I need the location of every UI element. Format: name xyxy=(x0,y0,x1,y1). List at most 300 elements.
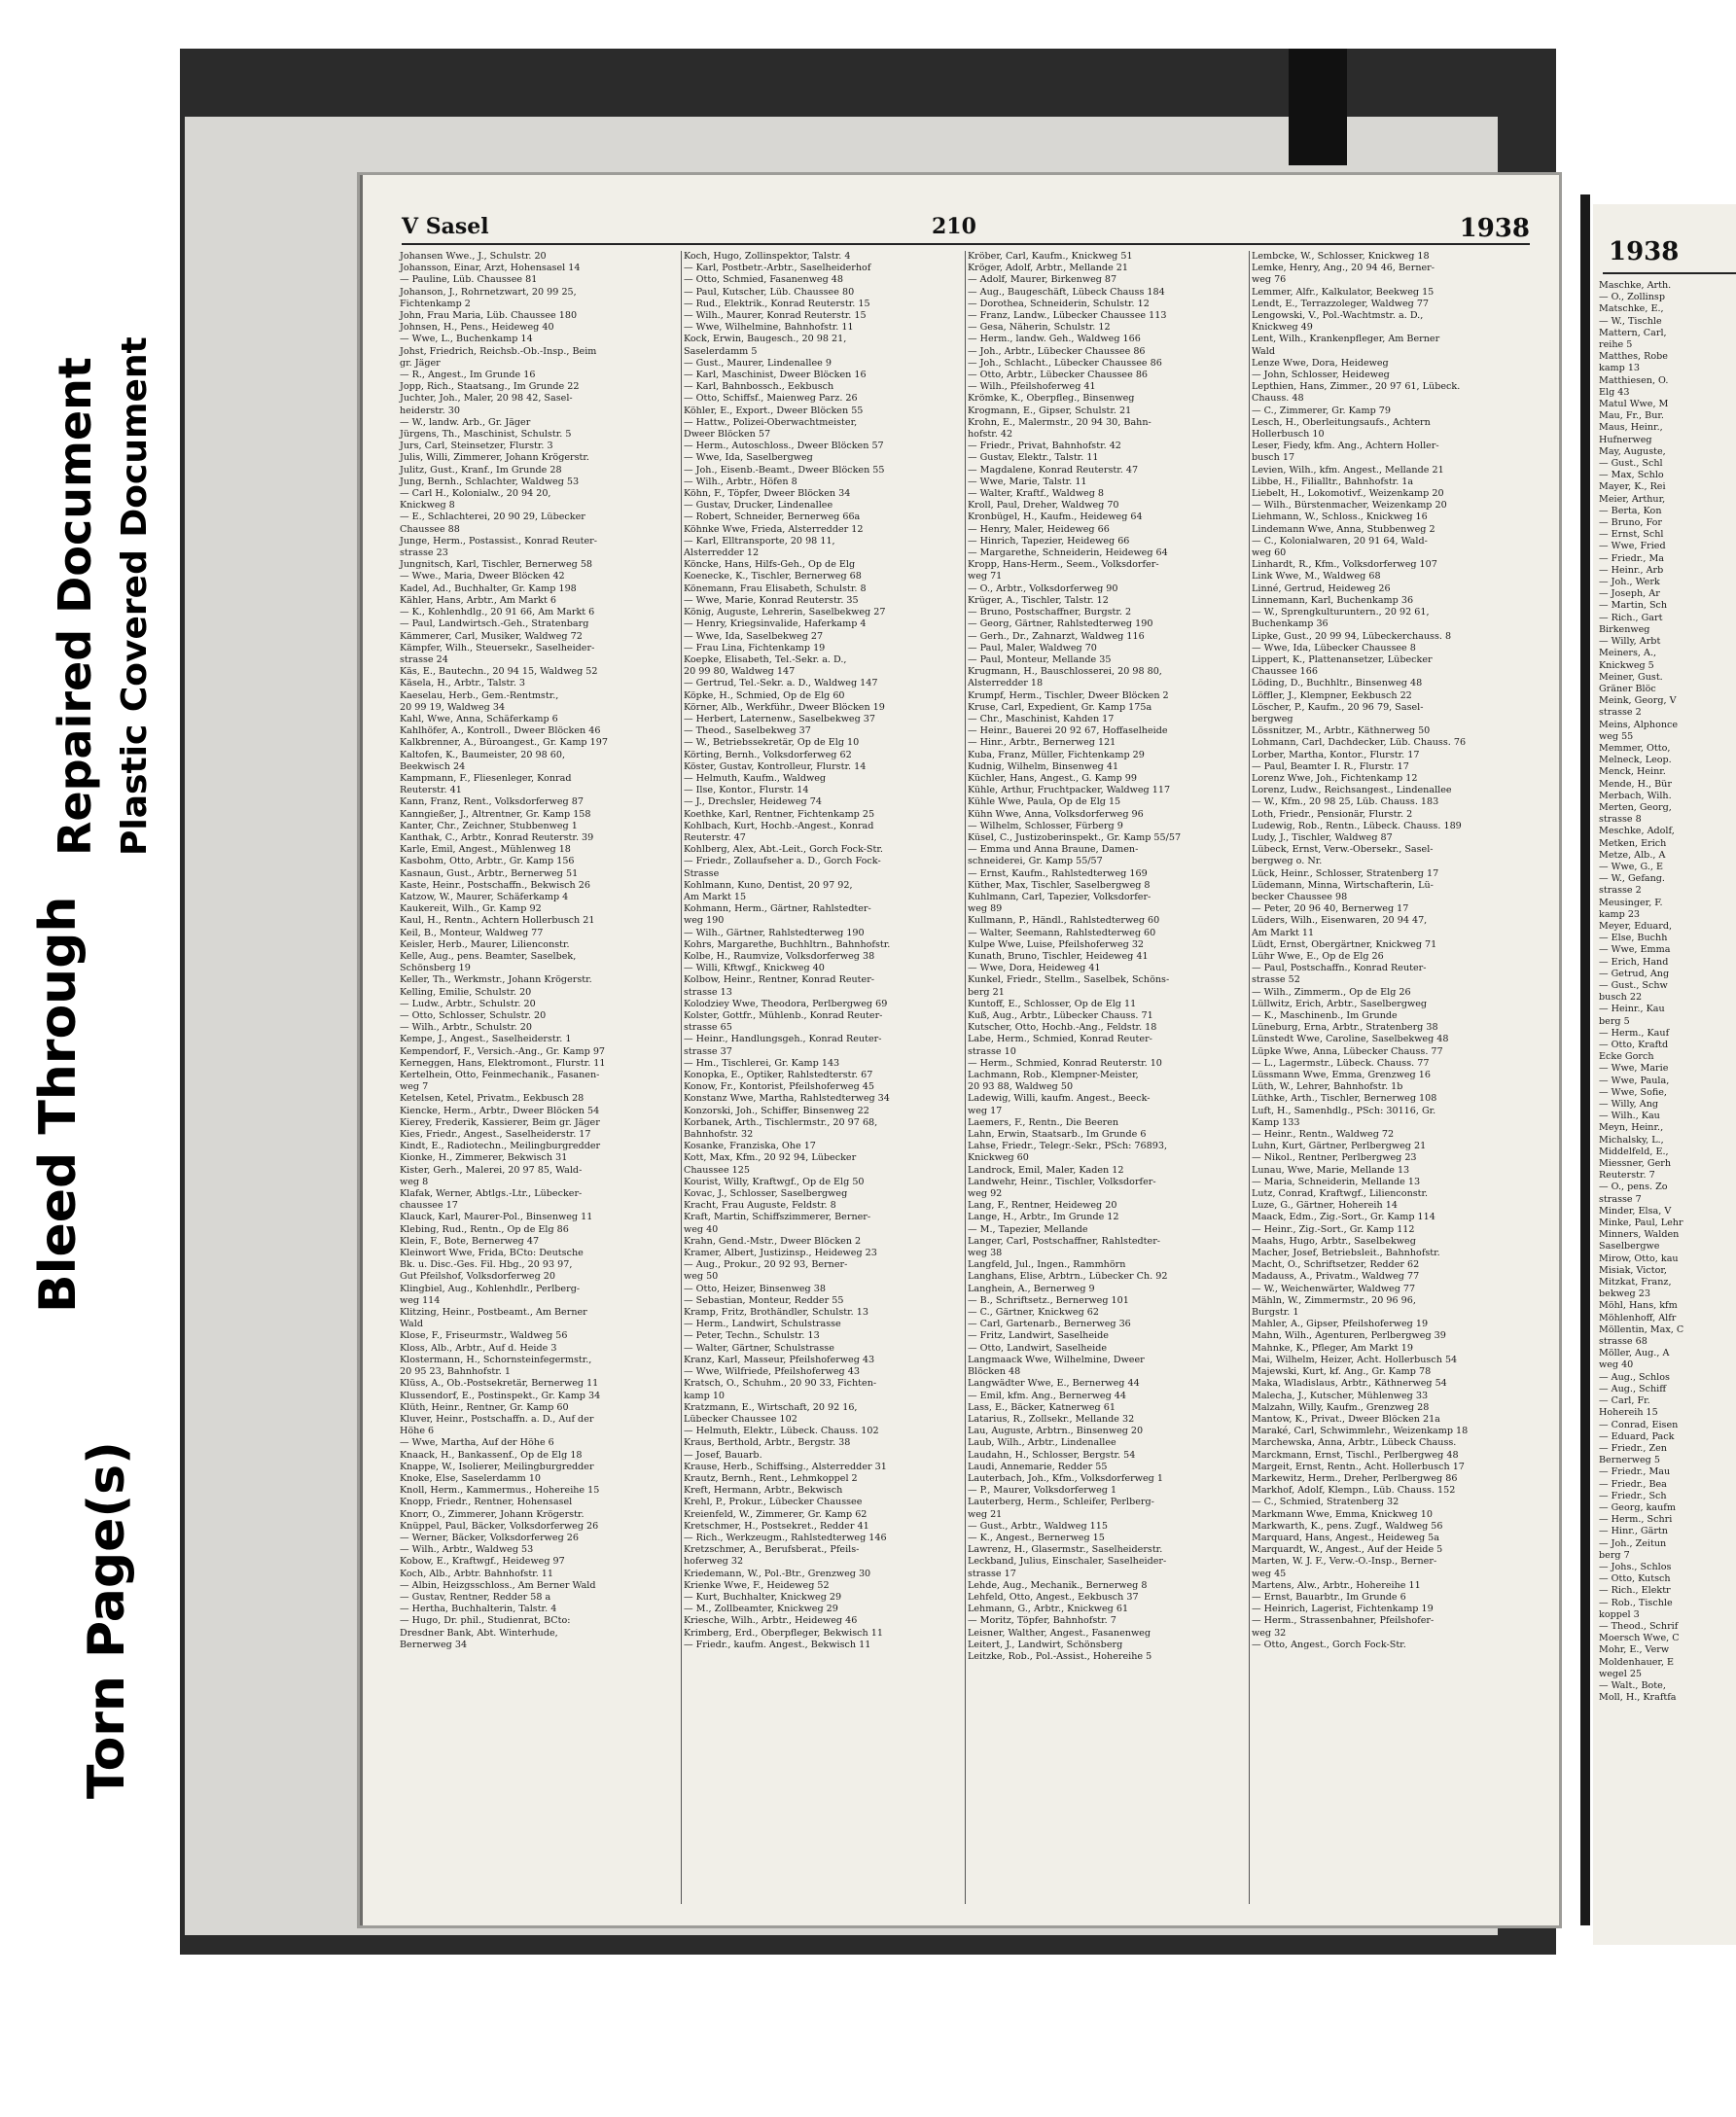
directory-entry: Kloss, Alb., Arbtr., Auf d. Heide 3 xyxy=(400,1342,557,1354)
directory-entry: Kahlhöfer, A., Kontroll., Dweer Blöcken 46 xyxy=(400,725,601,737)
directory-entry: Konstanz Wwe, Martha, Rahlstedterweg 34 xyxy=(684,1093,890,1105)
directory-entry: Wald xyxy=(1252,345,1275,357)
directory-entry: Lehfeld, Otto, Angest., Eekbusch 37 xyxy=(968,1591,1139,1603)
directory-entry: Landwehr, Heinr., Tischler, Volksdorfer- xyxy=(968,1176,1156,1187)
directory-entry: Laudi, Annemarie, Redder 55 xyxy=(968,1461,1108,1472)
directory-entry: — Ernst, Kaufm., Rahlstedterweg 169 xyxy=(968,867,1148,879)
directory-entry: — Otto, Schiffsf., Maienweg Parz. 26 xyxy=(684,393,858,405)
directory-entry: Krautz, Bernh., Rent., Lehmkoppel 2 xyxy=(684,1472,858,1484)
directory-entry: Knorr, O., Zimmerer, Johann Krögerstr. xyxy=(400,1508,585,1520)
directory-entry: Kanter, Chr., Zeichner, Stubbenweg 1 xyxy=(400,820,578,831)
directory-entry: Maack, Edm., Zig.-Sort., Gr. Kamp 114 xyxy=(1252,1212,1435,1223)
directory-entry: hofstr. 42 xyxy=(968,429,1013,441)
facing-entry: — Herm., Schri xyxy=(1599,1514,1673,1526)
directory-entry: Kulpe Wwe, Luise, Pfeilshoferweg 32 xyxy=(968,938,1145,950)
directory-entry: Maraké, Carl, Schwimmlehr., Weizenkamp 18 xyxy=(1252,1426,1469,1437)
plastic-covered-label: Plastic Covered Document xyxy=(115,336,155,856)
directory-entry: weg 7 xyxy=(400,1081,429,1093)
directory-entry: — W., Kfm., 20 98 25, Lüb. Chauss. 183 xyxy=(1252,796,1439,808)
directory-entry: — Adolf, Maurer, Birkenweg 87 xyxy=(968,274,1117,286)
directory-entry: Körner, Alb., Werkführ., Dweer Blöcken 19 xyxy=(684,701,885,713)
facing-entry: Hufnerweg xyxy=(1599,434,1652,445)
directory-entry: — Paul, Maler, Waldweg 70 xyxy=(968,642,1097,653)
directory-entry: weg 76 xyxy=(1252,274,1287,286)
directory-entry: weg 92 xyxy=(968,1188,1003,1200)
directory-entry: Knoke, Else, Saselerdamm 10 xyxy=(400,1472,542,1484)
directory-entry: weg 45 xyxy=(1252,1568,1287,1579)
directory-entry: — Wilh., Arbtr., Schulstr. 20 xyxy=(400,1022,532,1034)
directory-entry: Fichtenkamp 2 xyxy=(400,298,471,309)
facing-entry: — Bruno, For xyxy=(1599,517,1663,529)
directory-entry: — Hertha, Buchhalterin, Talstr. 4 xyxy=(400,1604,557,1615)
directory-entry: Lübecker Chaussee 102 xyxy=(684,1413,797,1425)
directory-entry: Kann, Franz, Rent., Volksdorferweg 87 xyxy=(400,796,584,808)
directory-entry: Markhof, Adolf, Klempn., Lüb. Chauss. 152 xyxy=(1252,1485,1456,1497)
directory-entry: — Robert, Schneider, Bernerweg 66a xyxy=(684,512,861,523)
facing-entry: — Hinr., Gärtn xyxy=(1599,1526,1668,1537)
directory-entry: Majewski, Kurt, kf. Ang., Gr. Kamp 78 xyxy=(1252,1366,1432,1378)
directory-entry: Blöcken 48 xyxy=(968,1366,1021,1378)
directory-entry: Kelle, Aug., pens. Beamter, Saselbek, xyxy=(400,950,577,962)
directory-entry: Krohn, E., Malermstr., 20 94 30, Bahn- xyxy=(968,416,1151,428)
directory-entry: — Fritz, Landwirt, Saselheide xyxy=(968,1330,1109,1342)
facing-entry: Mitzkat, Franz, xyxy=(1599,1277,1672,1288)
directory-entry: Kerneggen, Hans, Elektromont., Flurstr. 11 xyxy=(400,1057,606,1069)
directory-entry: weg 21 xyxy=(968,1508,1003,1520)
directory-entry: Löscher, P., Kaufm., 20 96 79, Sasel- xyxy=(1252,701,1424,713)
directory-entry: Köster, Gustav, Kontrolleur, Flurstr. 14 xyxy=(684,760,867,772)
directory-entry: Kelling, Emilie, Schulstr. 20 xyxy=(400,986,532,998)
directory-entry: Maka, Wladislaus, Arbtr., Käthnerweg 54 xyxy=(1252,1378,1447,1390)
directory-entry: Chaussee 166 xyxy=(1252,666,1318,678)
facing-entry: — Joh., Zeitun xyxy=(1599,1537,1667,1549)
directory-entry: strasse 10 xyxy=(968,1045,1016,1057)
directory-entry: — Friedr., Zollaufseher a. D., Gorch Fock- xyxy=(684,856,881,867)
directory-entry: — Ernst, Bauarbtr., Im Grunde 6 xyxy=(1252,1591,1406,1603)
directory-column-4 xyxy=(1252,251,1530,1904)
facing-entry: Meiners, A., xyxy=(1599,648,1657,659)
directory-entry: — Paul, Landwirtsch.-Geh., Stratenbarg xyxy=(400,618,589,630)
directory-entry: weg 89 xyxy=(968,903,1003,915)
facing-entry: — O., pens. Zo xyxy=(1599,1182,1668,1193)
directory-entry: Liehmann, W., Schloss., Knickweg 16 xyxy=(1252,512,1428,523)
directory-entry: — P., Maurer, Volksdorferweg 1 xyxy=(968,1485,1117,1497)
directory-entry: — John, Schlosser, Heideweg xyxy=(1252,370,1390,381)
directory-entry: Kunkel, Friedr., Stellm., Saselbek, Schöns- xyxy=(968,974,1170,986)
directory-entry: — Maria, Schneiderin, Mellande 13 xyxy=(1252,1176,1421,1187)
directory-entry: — Paul, Postschaffn., Konrad Reuter- xyxy=(1252,963,1427,974)
directory-entry: Kronbügel, H., Kaufm., Heideweg 64 xyxy=(968,512,1143,523)
directory-entry: Lüdemann, Minna, Wirtschafterin, Lü- xyxy=(1252,879,1434,891)
facing-entry: Mau, Fr., Bur. xyxy=(1599,410,1664,422)
directory-entry: Jürgens, Th., Maschinist, Schulstr. 5 xyxy=(400,429,572,441)
directory-entry: Langmaack Wwe, Wilhelmine, Dweer xyxy=(968,1354,1145,1365)
directory-entry: — Hattw., Polizei-Oberwachtmeister, xyxy=(684,416,858,428)
directory-entry: Kionke, H., Zimmerer, Bekwisch 31 xyxy=(400,1152,568,1164)
directory-entry: Johanson, J., Rohrnetzwart, 20 99 25, xyxy=(400,286,577,298)
directory-entry: — Herm., Schmied, Konrad Reuterstr. 10 xyxy=(968,1057,1162,1069)
facing-entry: — Otto, Kutsch xyxy=(1599,1573,1671,1585)
directory-entry: Kaltofen, K., Baumeister, 20 98 60, xyxy=(400,749,566,760)
facing-entry: Mohr, E., Verw xyxy=(1599,1644,1670,1656)
facing-entry: — Herm., Kauf xyxy=(1599,1027,1670,1039)
directory-entry: Liebelt, H., Lokomotivf., Weizenkamp 20 xyxy=(1252,488,1444,500)
directory-entry: — Franz, Landw., Lübecker Chaussee 113 xyxy=(968,310,1167,322)
directory-entry: Beekwisch 24 xyxy=(400,760,466,772)
facing-entry: Mirow, Otto, kau xyxy=(1599,1253,1679,1264)
facing-entry: — Friedr., Mau xyxy=(1599,1466,1671,1478)
directory-entry: Kolbow, Heinr., Rentner, Konrad Reuter- xyxy=(684,974,875,986)
facing-entry: Matschke, E., xyxy=(1599,303,1664,315)
directory-entry: Löffler, J., Klempner, Eekbusch 22 xyxy=(1252,689,1412,701)
directory-entry: Lenze Wwe, Dora, Heideweg xyxy=(1252,357,1389,369)
directory-entry: bergweg xyxy=(1252,713,1293,724)
facing-entry: — Wilh., Kau xyxy=(1599,1111,1660,1122)
directory-entry: Mai, Wilhelm, Heizer, Acht. Hollerbusch 54 xyxy=(1252,1354,1458,1365)
top-margin xyxy=(0,0,1556,49)
directory-entry: Kracht, Frau Auguste, Feldstr. 8 xyxy=(684,1200,836,1212)
directory-entry: Körting, Bernh., Volksdorferweg 62 xyxy=(684,749,852,760)
directory-entry: — Peter, 20 96 40, Bernerweg 17 xyxy=(1252,903,1409,915)
directory-entry: Macht, O., Schriftsetzer, Redder 62 xyxy=(1252,1259,1420,1271)
directory-entry: — Josef, Bauarb. xyxy=(684,1449,762,1461)
directory-entry: Kiencke, Herm., Arbtr., Dweer Blöcken 54 xyxy=(400,1105,600,1116)
directory-entry: Martens, Alw., Arbtr., Hohereihe 11 xyxy=(1252,1579,1421,1591)
directory-entry: Laudahn, H., Schlosser, Bergstr. 54 xyxy=(968,1449,1136,1461)
directory-entry: — Werner, Bäcker, Volksdorferweg 26 xyxy=(400,1532,579,1543)
directory-entry: Langer, Carl, Postschaffner, Rahlstedter- xyxy=(968,1235,1161,1247)
directory-entry: 20 95 23, Bahnhofstr. 1 xyxy=(400,1366,511,1378)
directory-entry: Bernerweg 34 xyxy=(400,1639,468,1650)
directory-entry: Käs, E., Bautechn., 20 94 15, Waldweg 52 xyxy=(400,666,598,678)
facing-entry: busch 22 xyxy=(1599,992,1643,1004)
directory-entry: — Heinr., Bauerei 20 92 67, Hoffaselheide xyxy=(968,725,1168,737)
directory-entry: Leisner, Walther, Angest., Fasanenweg xyxy=(968,1627,1151,1639)
directory-entry: Lüssmann Wwe, Emma, Grenzweg 16 xyxy=(1252,1070,1431,1081)
directory-entry: Lahn, Erwin, Staatsarb., Im Grunde 6 xyxy=(968,1129,1147,1141)
directory-entry: Kaeselau, Herb., Gem.-Rentmstr., xyxy=(400,689,559,701)
facing-entry: Mayer, K., Rei xyxy=(1599,481,1666,493)
directory-entry: Lauterbach, Joh., Kfm., Volksdorferweg 1 xyxy=(968,1472,1163,1484)
directory-entry: — Wilh., Zimmerm., Op de Elg 26 xyxy=(1252,986,1411,998)
directory-entry: Kertelhein, Otto, Feinmechanik., Fasanen- xyxy=(400,1070,600,1081)
directory-entry: Markmann Wwe, Emma, Knickweg 10 xyxy=(1252,1508,1433,1520)
directory-entry: weg 114 xyxy=(400,1294,441,1306)
facing-entry: Meyn, Heinr., xyxy=(1599,1122,1664,1134)
directory-entry: Krehl, P., Prokur., Lübecker Chaussee xyxy=(684,1497,863,1508)
directory-entry: Johst, Friedrich, Reichsb.-Ob.-Insp., Beim xyxy=(400,345,597,357)
facing-entry: Misiak, Victor, xyxy=(1599,1264,1667,1276)
directory-entry: Kasbohm, Otto, Arbtr., Gr. Kamp 156 xyxy=(400,856,575,867)
directory-column-3 xyxy=(968,251,1246,1904)
directory-entry: strasse 17 xyxy=(968,1568,1016,1579)
facing-entry: Reuterstr. 7 xyxy=(1599,1170,1655,1182)
directory-entry: Lorenz, Ludw., Reichsangest., Lindenallee xyxy=(1252,785,1452,796)
facing-entry: — Georg, kaufm xyxy=(1599,1501,1676,1513)
facing-entry: — Friedr., Sch xyxy=(1599,1490,1667,1501)
directory-entry: Reuterstr. 41 xyxy=(400,785,462,796)
facing-entry: Matthes, Robe xyxy=(1599,351,1668,363)
directory-column-1 xyxy=(400,251,678,1904)
directory-entry: — Herm., Landwirt, Schulstrasse xyxy=(684,1319,841,1330)
directory-entry: Markwarth, K., pens. Zugf., Waldweg 56 xyxy=(1252,1520,1443,1532)
directory-entry: Krause, Herb., Schiffsing., Alsterredder 31 xyxy=(684,1461,887,1472)
directory-entry: — Wwe, Martha, Auf der Höhe 6 xyxy=(400,1437,554,1449)
facing-entry: kamp 23 xyxy=(1599,908,1641,920)
directory-entry: strasse 65 xyxy=(684,1022,732,1034)
directory-entry: Lutz, Conrad, Kraftwgf., Lilienconstr. xyxy=(1252,1188,1429,1200)
directory-entry: — C., Gärtner, Knickweg 62 xyxy=(968,1307,1099,1319)
directory-entry: Kullmann, P., Händl., Rahlstedterweg 60 xyxy=(968,915,1160,927)
directory-entry: Kreft, Hermann, Arbtr., Bekwisch xyxy=(684,1485,843,1497)
facing-entry: — Johs., Schlos xyxy=(1599,1561,1672,1572)
facing-entry: Menck, Heinr. xyxy=(1599,766,1666,778)
directory-entry: — W., landw. Arb., Gr. Jäger xyxy=(400,416,531,428)
facing-page-year: 1938 xyxy=(1609,237,1680,266)
directory-entry: — C., Kolonialwaren, 20 91 64, Wald- xyxy=(1252,535,1428,547)
directory-entry: — Chr., Maschinist, Kahden 17 xyxy=(968,713,1115,724)
directory-entry: Kühle Wwe, Paula, Op de Elg 15 xyxy=(968,796,1121,808)
directory-entry: Knickweg 49 xyxy=(1252,322,1313,334)
directory-entry: Luze, G., Gärtner, Hohereih 14 xyxy=(1252,1200,1398,1212)
facing-entry: — Aug., Schiff xyxy=(1599,1383,1667,1394)
directory-entry: busch 17 xyxy=(1252,452,1295,464)
directory-entry: — Emma und Anna Braune, Damen- xyxy=(968,844,1139,856)
directory-entry: — Karl, Elltransporte, 20 98 11, xyxy=(684,535,835,547)
directory-entry: Kempendorf, F., Versich.-Ang., Gr. Kamp 97 xyxy=(400,1045,606,1057)
directory-entry: Krömke, K., Oberpfleg., Binsenweg xyxy=(968,393,1135,405)
directory-entry: Kratsch, O., Schuhm., 20 90 33, Fichten- xyxy=(684,1378,877,1390)
directory-entry: Link Wwe, M., Waldweg 68 xyxy=(1252,571,1381,582)
facing-entry: Maschke, Arth. xyxy=(1599,280,1672,291)
bleed-through-label: Bleed Through xyxy=(29,896,88,1313)
facing-entry: — Otto, Kraftd xyxy=(1599,1040,1669,1050)
directory-entry: — Hugo, Dr. phil., Studienrat, BCto: xyxy=(400,1615,571,1627)
facing-entry: Meschke, Adolf, xyxy=(1599,826,1675,837)
directory-entry: berg 21 xyxy=(968,986,1005,998)
facing-entry: — Joh., Werk xyxy=(1599,577,1660,588)
directory-entry: Kähler, Hans, Arbtr., Am Markt 6 xyxy=(400,594,556,606)
directory-entry: Lehde, Aug., Mechanik., Bernerweg 8 xyxy=(968,1579,1148,1591)
directory-entry: — Otto, Heizer, Binsenweg 38 xyxy=(684,1283,826,1294)
directory-entry: Kovac, J., Schlosser, Saselbergweg xyxy=(684,1188,848,1200)
directory-entry: Lorber, Martha, Kontor., Flurstr. 17 xyxy=(1252,749,1420,760)
facing-entry: — Rich., Elektr xyxy=(1599,1585,1671,1597)
directory-entry: Lehmann, G., Arbtr., Knickweg 61 xyxy=(968,1604,1129,1615)
directory-entry: Marckmann, Ernst, Tischl., Perlbergweg 48 xyxy=(1252,1449,1459,1461)
directory-entry: Kolbe, H., Raumvize, Volksdorferweg 38 xyxy=(684,950,875,962)
directory-entry: — Moritz, Töpfer, Bahnhofstr. 7 xyxy=(968,1615,1116,1627)
directory-entry: Dresdner Bank, Abt. Winterhude, xyxy=(400,1627,558,1639)
directory-entry: — Aug., Baugeschäft, Lübeck Chauss 184 xyxy=(968,286,1165,298)
directory-entry: Margeit, Ernst, Rentn., Acht. Hollerbusch 17 xyxy=(1252,1461,1465,1472)
directory-entry: Bk. u. Disc.-Ges. Fil. Hbg., 20 93 97, xyxy=(400,1259,573,1271)
facing-entry: Metze, Alb., A xyxy=(1599,849,1666,861)
directory-entry: Kämmerer, Carl, Musiker, Waldweg 72 xyxy=(400,630,583,642)
directory-entry: Klauck, Karl, Maurer-Pol., Binsenweg 11 xyxy=(400,1212,593,1223)
directory-entry: Kunath, Bruno, Tischler, Heideweg 41 xyxy=(968,950,1149,962)
directory-entry: Knickweg 8 xyxy=(400,500,455,512)
facing-entry: — Wwe, Marie xyxy=(1599,1063,1669,1075)
facing-entry: — Friedr., Zen xyxy=(1599,1442,1667,1454)
directory-entry: — Paul, Monteur, Mellande 35 xyxy=(968,653,1112,665)
directory-entry: Chaussee 88 xyxy=(400,523,460,535)
directory-entry: Alsterredder 18 xyxy=(968,678,1044,689)
facing-entry: Moll, H., Kraftfa xyxy=(1599,1692,1677,1704)
directory-entry: — Gustav, Rentner, Redder 58 a xyxy=(400,1591,551,1603)
directory-entry: Lück, Heinr., Schlosser, Stratenberg 17 xyxy=(1252,867,1439,879)
directory-entry: Kutscher, Otto, Hochb.-Ang., Feldstr. 18 xyxy=(968,1022,1157,1034)
directory-entry: — Heinr., Zig.-Sort., Gr. Kamp 112 xyxy=(1252,1223,1415,1235)
facing-entry: Maus, Heinr., xyxy=(1599,422,1663,434)
facing-entry: — Gust., Schw xyxy=(1599,979,1668,991)
directory-entry: Krüger, A., Tischler, Talstr. 12 xyxy=(968,594,1109,606)
directory-entry: weg 32 xyxy=(1252,1627,1287,1639)
directory-entry: Klingbiel, Aug., Kohlenhdlr., Perlberg- xyxy=(400,1283,581,1294)
directory-entry: Chaussee 125 xyxy=(684,1164,750,1176)
directory-entry: Kies, Friedr., Angest., Saselheiderstr. 17 xyxy=(400,1129,591,1141)
directory-entry: Lachmann, Rob., Klempner-Meister, xyxy=(968,1070,1139,1081)
directory-entry: Lübeck, Ernst, Verw.-Obersekr., Sasel- xyxy=(1252,844,1434,856)
directory-entry: Lau, Auguste, Arbtrn., Binsenweg 20 xyxy=(968,1426,1144,1437)
directory-entry: Schönsberg 19 xyxy=(400,963,471,974)
facing-entry: berg 5 xyxy=(1599,1015,1630,1027)
directory-entry: Koch, Alb., Arbtr. Bahnhofstr. 11 xyxy=(400,1568,554,1579)
facing-entry: — Wwe, G., E xyxy=(1599,861,1663,872)
directory-entry: — Rud., Elektrik., Konrad Reuterstr. 15 xyxy=(684,298,870,309)
facing-entry: Elg 43 xyxy=(1599,386,1630,398)
directory-entry: Köpke, H., Schmied, Op de Elg 60 xyxy=(684,689,845,701)
directory-entry: Burgstr. 1 xyxy=(1252,1307,1299,1319)
directory-entry: Lössnitzer, M., Arbtr., Käthnerweg 50 xyxy=(1252,725,1431,737)
facing-entry: Meins, Alphonce xyxy=(1599,719,1679,730)
directory-entry: Klostermann, H., Schornsteinfegermstr., xyxy=(400,1354,592,1365)
directory-entry: — Wwe, Ida, Saselbekweg 27 xyxy=(684,630,824,642)
directory-entry: — Friedr., kaufm. Angest., Bekwisch 11 xyxy=(684,1639,871,1650)
facing-entry: — Wwe, Emma xyxy=(1599,944,1671,956)
directory-entry: — Wwe, Ida, Saselbergweg xyxy=(684,452,813,464)
facing-entry: strasse 68 xyxy=(1599,1336,1647,1348)
directory-entry: Kadel, Ad., Buchhalter, Gr. Kamp 198 xyxy=(400,582,577,594)
directory-entry: Lüthke, Arth., Tischler, Bernerweg 108 xyxy=(1252,1093,1437,1105)
directory-entry: Kosanke, Franziska, Ohe 17 xyxy=(684,1141,816,1152)
directory-entry: — Wwe, Ida, Lübecker Chaussee 8 xyxy=(1252,642,1416,653)
page-header xyxy=(402,214,1530,241)
facing-entry: Hohereih 15 xyxy=(1599,1407,1658,1419)
directory-entry: kamp 10 xyxy=(684,1390,726,1401)
directory-entry: — Hinrich, Tapezier, Heideweg 66 xyxy=(968,535,1130,547)
directory-entry: — Magdalene, Konrad Reuterstr. 47 xyxy=(968,464,1139,476)
directory-entry: weg 8 xyxy=(400,1176,429,1187)
directory-entry: Kourist, Willy, Kraftwgf., Op de Elg 50 xyxy=(684,1176,865,1187)
directory-entry: Kratzmann, E., Wirtschaft, 20 92 16, xyxy=(684,1401,858,1413)
directory-entry: Kramp, Fritz, Brothändler, Schulstr. 13 xyxy=(684,1307,868,1319)
directory-entry: Kobow, E., Kraftwgf., Heideweg 97 xyxy=(400,1556,565,1568)
directory-entry: Kalkbrenner, A., Büroangest., Gr. Kamp 197 xyxy=(400,737,608,749)
directory-entry: Markewitz, Herm., Dreher, Perlbergweg 86 xyxy=(1252,1472,1458,1484)
directory-entry: Lepthien, Hans, Zimmer., 20 97 61, Lübeck. xyxy=(1252,381,1461,393)
directory-entry: — C., Zimmerer, Gr. Kamp 79 xyxy=(1252,405,1391,416)
facing-entry: — Gust., Schl xyxy=(1599,458,1663,470)
directory-entry: — Wilh., Maurer, Konrad Reuterstr. 15 xyxy=(684,310,867,322)
directory-entry: — K., Angest., Bernerweg 15 xyxy=(968,1532,1105,1543)
directory-entry: Lindemann Wwe, Anna, Stubbenweg 2 xyxy=(1252,523,1435,535)
directory-entry: Langfeld, Jul., Ingen., Rammhörn xyxy=(968,1259,1126,1271)
directory-entry: Käsela, H., Arbtr., Talstr. 3 xyxy=(400,678,526,689)
directory-entry: — Otto, Schlosser, Schulstr. 20 xyxy=(400,1010,547,1021)
directory-entry: Kierey, Frederik, Kassierer, Beim gr. Jäger xyxy=(400,1116,600,1128)
directory-entry: — Otto, Arbtr., Lübecker Chaussee 86 xyxy=(968,370,1149,381)
directory-entry: Kohrs, Margarethe, Buchhltrn., Bahnhofstr. xyxy=(684,938,891,950)
facing-entry: Melneck, Leop. xyxy=(1599,755,1672,766)
directory-entry: — Wilh., Gärtner, Rahlstedterweg 190 xyxy=(684,927,865,938)
directory-entry: — Karl, Bahnbossch., Eekbusch xyxy=(684,381,834,393)
page-year: 1938 xyxy=(1459,214,1530,243)
facing-entry: wegel 25 xyxy=(1599,1668,1643,1679)
directory-entry: Kohmann, Herm., Gärtner, Rahlstedter- xyxy=(684,903,871,915)
header-rule xyxy=(402,243,1530,245)
facing-entry: Mende, H., Bür xyxy=(1599,778,1672,790)
directory-entry: Macher, Josef, Betriebsleit., Bahnhofstr. xyxy=(1252,1248,1440,1259)
directory-entry: Juchter, Joh., Maler, 20 98 42, Sasel- xyxy=(400,393,573,405)
directory-entry: Ladewig, Willi, kaufm. Angest., Beeck- xyxy=(968,1093,1151,1105)
directory-entry: Lass, E., Bäcker, Katnerweg 61 xyxy=(968,1401,1116,1413)
facing-entry: — Friedr., Ma xyxy=(1599,552,1664,564)
directory-entry: Kruse, Carl, Expedient, Gr. Kamp 175a xyxy=(968,701,1152,713)
facing-entry: — Ernst, Schl xyxy=(1599,529,1664,541)
directory-entry: — Willi, Kftwgf., Knickweg 40 xyxy=(684,963,825,974)
directory-entry: Libbe, H., Filialltr., Bahnhofstr. 1a xyxy=(1252,476,1414,487)
directory-entry: Klitzing, Heinr., Postbeamt., Am Berner xyxy=(400,1307,587,1319)
facing-entry: — Joseph, Ar xyxy=(1599,588,1660,600)
directory-entry: Lengowski, V., Pol.-Wachtmstr. a. D., xyxy=(1252,310,1424,322)
directory-column-2 xyxy=(684,251,962,1904)
directory-entry: — Gustav, Drucker, Lindenallee xyxy=(684,500,833,512)
directory-entry: — Ilse, Kontor., Flurstr. 14 xyxy=(684,785,809,796)
facing-entry: May, Auguste, xyxy=(1599,445,1666,457)
directory-entry: — Hm., Tischlerei, Gr. Kamp 143 xyxy=(684,1057,840,1069)
directory-entry: Lüpke Wwe, Anna, Lübecker Chauss. 77 xyxy=(1252,1045,1443,1057)
directory-entry: Kröger, Adolf, Arbtr., Mellande 21 xyxy=(968,263,1129,274)
directory-entry: Kühle, Arthur, Fruchtpacker, Waldweg 117 xyxy=(968,785,1171,796)
directory-entry: Kampmann, F., Fliesenleger, Konrad xyxy=(400,772,572,784)
directory-entry: Knaack, H., Bankassenf., Op de Elg 18 xyxy=(400,1449,583,1461)
directory-entry: — Helmuth, Kaufm., Waldweg xyxy=(684,772,827,784)
directory-entry: Mahnke, K., Pfleger, Am Markt 19 xyxy=(1252,1342,1413,1354)
directory-entry: — C., Schmied, Stratenberg 32 xyxy=(1252,1497,1399,1508)
directory-entry: Kramer, Albert, Justizinsp., Heideweg 23 xyxy=(684,1248,877,1259)
directory-entry: Kohlbach, Kurt, Hochb.-Angest., Konrad xyxy=(684,820,874,831)
directory-entry: gr. Jäger xyxy=(400,357,441,369)
directory-entry: — Ludw., Arbtr., Schulstr. 20 xyxy=(400,998,536,1009)
directory-entry: Keil, B., Monteur, Waldweg 77 xyxy=(400,927,544,938)
directory-entry: Kaukereit, Wilh., Gr. Kamp 92 xyxy=(400,903,542,915)
directory-entry: — Peter, Techn., Schulstr. 13 xyxy=(684,1330,820,1342)
directory-entry: Malzahn, Willy, Kaufm., Grenzweg 28 xyxy=(1252,1401,1430,1413)
facing-entry: Bernerweg 5 xyxy=(1599,1455,1660,1466)
facing-page-lines xyxy=(1593,280,1736,1704)
directory-entry: Lorenz Wwe, Joh., Fichtenkamp 12 xyxy=(1252,772,1418,784)
directory-entry: Linné, Gertrud, Heideweg 26 xyxy=(1252,582,1391,594)
facing-entry: Minners, Walden xyxy=(1599,1229,1680,1241)
directory-entry: Luhn, Kurt, Gärtner, Perlbergweg 21 xyxy=(1252,1141,1427,1152)
directory-entry: — Wwe, Dora, Heideweg 41 xyxy=(968,963,1101,974)
directory-entry: — R., Angest., Im Grunde 16 xyxy=(400,370,536,381)
directory-entry: Lipke, Gust., 20 99 94, Lübeckerchauss. 8 xyxy=(1252,630,1452,642)
repaired-document-label: Repaired Document xyxy=(49,357,101,856)
directory-entry: — Gust., Arbtr., Waldweg 115 xyxy=(968,1520,1108,1532)
facing-entry: Matthiesen, O. xyxy=(1599,374,1669,386)
